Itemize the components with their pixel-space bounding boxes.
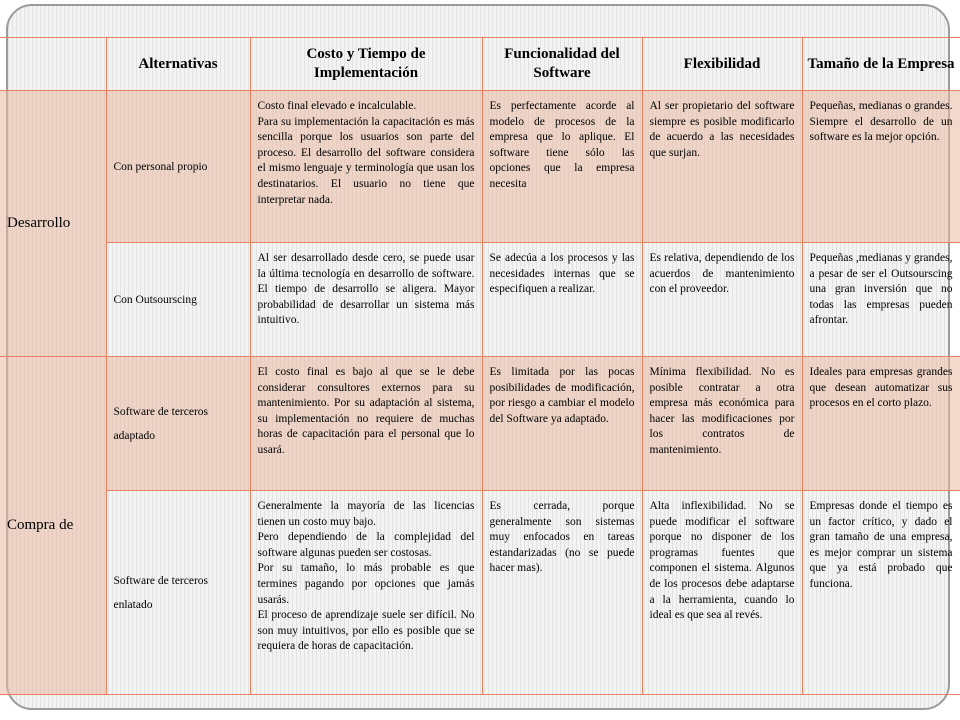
alternative-cell: Con personal propio xyxy=(106,91,250,243)
flexibility-cell: Es relativa, dependiendo de los acuerdos de mantenimiento con el proveedor. xyxy=(642,243,802,357)
header-costo-tiempo: Costo y Tiempo de Implementación xyxy=(250,38,482,91)
table-row xyxy=(0,91,960,243)
flexibility-cell: Alta inflexibilidad. No se puede modificar el software porque no disponer de los programas fuentes que componen el sistema. Algunos de los procesos debe adaptarse a la herramienta, cuando lo ideal es que sea al revés. xyxy=(642,491,802,695)
cost-paragraph: Pero dependiendo de la complejidad del software algunas pueden ser costosas. xyxy=(257,531,475,559)
cost-paragraph: Para su implementación la capacitación es más sencilla porque los usuarios son parte del proceso. El desarrollo del software considera el mismo lenguaje y terminología que usan los destinatarios. El usuario no tiene que interpretar nada. xyxy=(257,115,475,206)
cost-paragraph: Costo final elevado e incalculable. xyxy=(257,100,417,112)
functionality-cell: Es cerrada, porque generalmente son sistemas muy enfocados en tareas estandarizadas (no se puede hacer mas). xyxy=(482,491,642,695)
cost-paragraph: Generalmente la mayoría de las licencias tienen un costo muy bajo. xyxy=(257,500,475,528)
cost-cell xyxy=(250,243,482,357)
cost-cell xyxy=(250,491,482,695)
alternative-cell: Software de terceros enlatado xyxy=(106,491,250,695)
cost-paragraph: El proceso de aprendizaje suele ser difícil. No son muy intuitivos, por ello es posible que se requiera de horas de capacitación. xyxy=(257,609,475,653)
table-row xyxy=(0,357,960,491)
company-size-cell: Pequeñas ,medianas y grandes, a pesar de ser el Outsourscing una gran inversión que no todas las empresas pueden afrontar. xyxy=(802,243,960,357)
cost-cell xyxy=(250,357,482,491)
alternative-cell: Software de terceros adaptado xyxy=(106,357,250,491)
header-alternativas: Alternativas xyxy=(106,38,250,91)
group-label-desarrollo: Desarrollo xyxy=(0,91,106,357)
functionality-cell: Se adecúa a los procesos y las necesidades internas que se especifiquen a realizar. xyxy=(482,243,642,357)
flexibility-cell: Mínima flexibilidad. No es posible contratar a otra empresa más económica para hacer las modificaciones por los contratos de mantenimiento. xyxy=(642,357,802,491)
header-flexibilidad: Flexibilidad xyxy=(642,38,802,91)
header-row xyxy=(0,38,960,91)
cost-paragraph: Al ser desarrollado desde cero, se puede usar la última tecnología en desarrollo de software. El tiempo de desarrollo se aligera. Mayor probabilidad de desarrollar un sistema más intuitivo. xyxy=(257,252,475,327)
functionality-cell: Es perfectamente acorde al modelo de procesos de la empresa que lo aplique. El software tiene sólo las opciones que la empresa necesita xyxy=(482,91,642,243)
group-label-compra: Compra de xyxy=(0,357,106,695)
flexibility-cell: Al ser propietario del software siempre es posible modificarlo de acuerdo a las necesidades que surjan. xyxy=(642,91,802,243)
header-tamano-empresa: Tamaño de la Empresa xyxy=(802,38,960,91)
cost-cell xyxy=(250,91,482,243)
header-funcionalidad: Funcionalidad del Software xyxy=(482,38,642,91)
company-size-cell: Empresas donde el tiempo es un factor crítico, y dado el gran tamaño de una empresa, es mejor comprar un sistema que ya está probado que funciona. xyxy=(802,491,960,695)
cost-paragraph: El costo final es bajo al que se le debe considerar consultores externos para su mantenimiento. Por su adaptación al sistema, su implementación no requiere de muchas horas de capacitación para el personal que lo usará. xyxy=(257,366,475,456)
table-row xyxy=(0,243,960,357)
functionality-cell: Es limitada por las pocas posibilidades de modificación, por riesgo a cambiar el modelo del Software ya adaptado. xyxy=(482,357,642,491)
alternative-cell: Con Outsourscing xyxy=(106,243,250,357)
company-size-cell: Pequeñas, medianas o grandes. Siempre el desarrollo de un software es la mejor opción. xyxy=(802,91,960,243)
header-blank-cell xyxy=(0,38,106,91)
cost-paragraph: Por su tamaño, lo más probable es que termines pagando por opciones que jamás usarás. xyxy=(257,562,475,606)
company-size-cell: Ideales para empresas grandes que desean automatizar sus procesos en el corto plazo. xyxy=(802,357,960,491)
table-row xyxy=(0,491,960,695)
comparison-table xyxy=(0,37,960,695)
